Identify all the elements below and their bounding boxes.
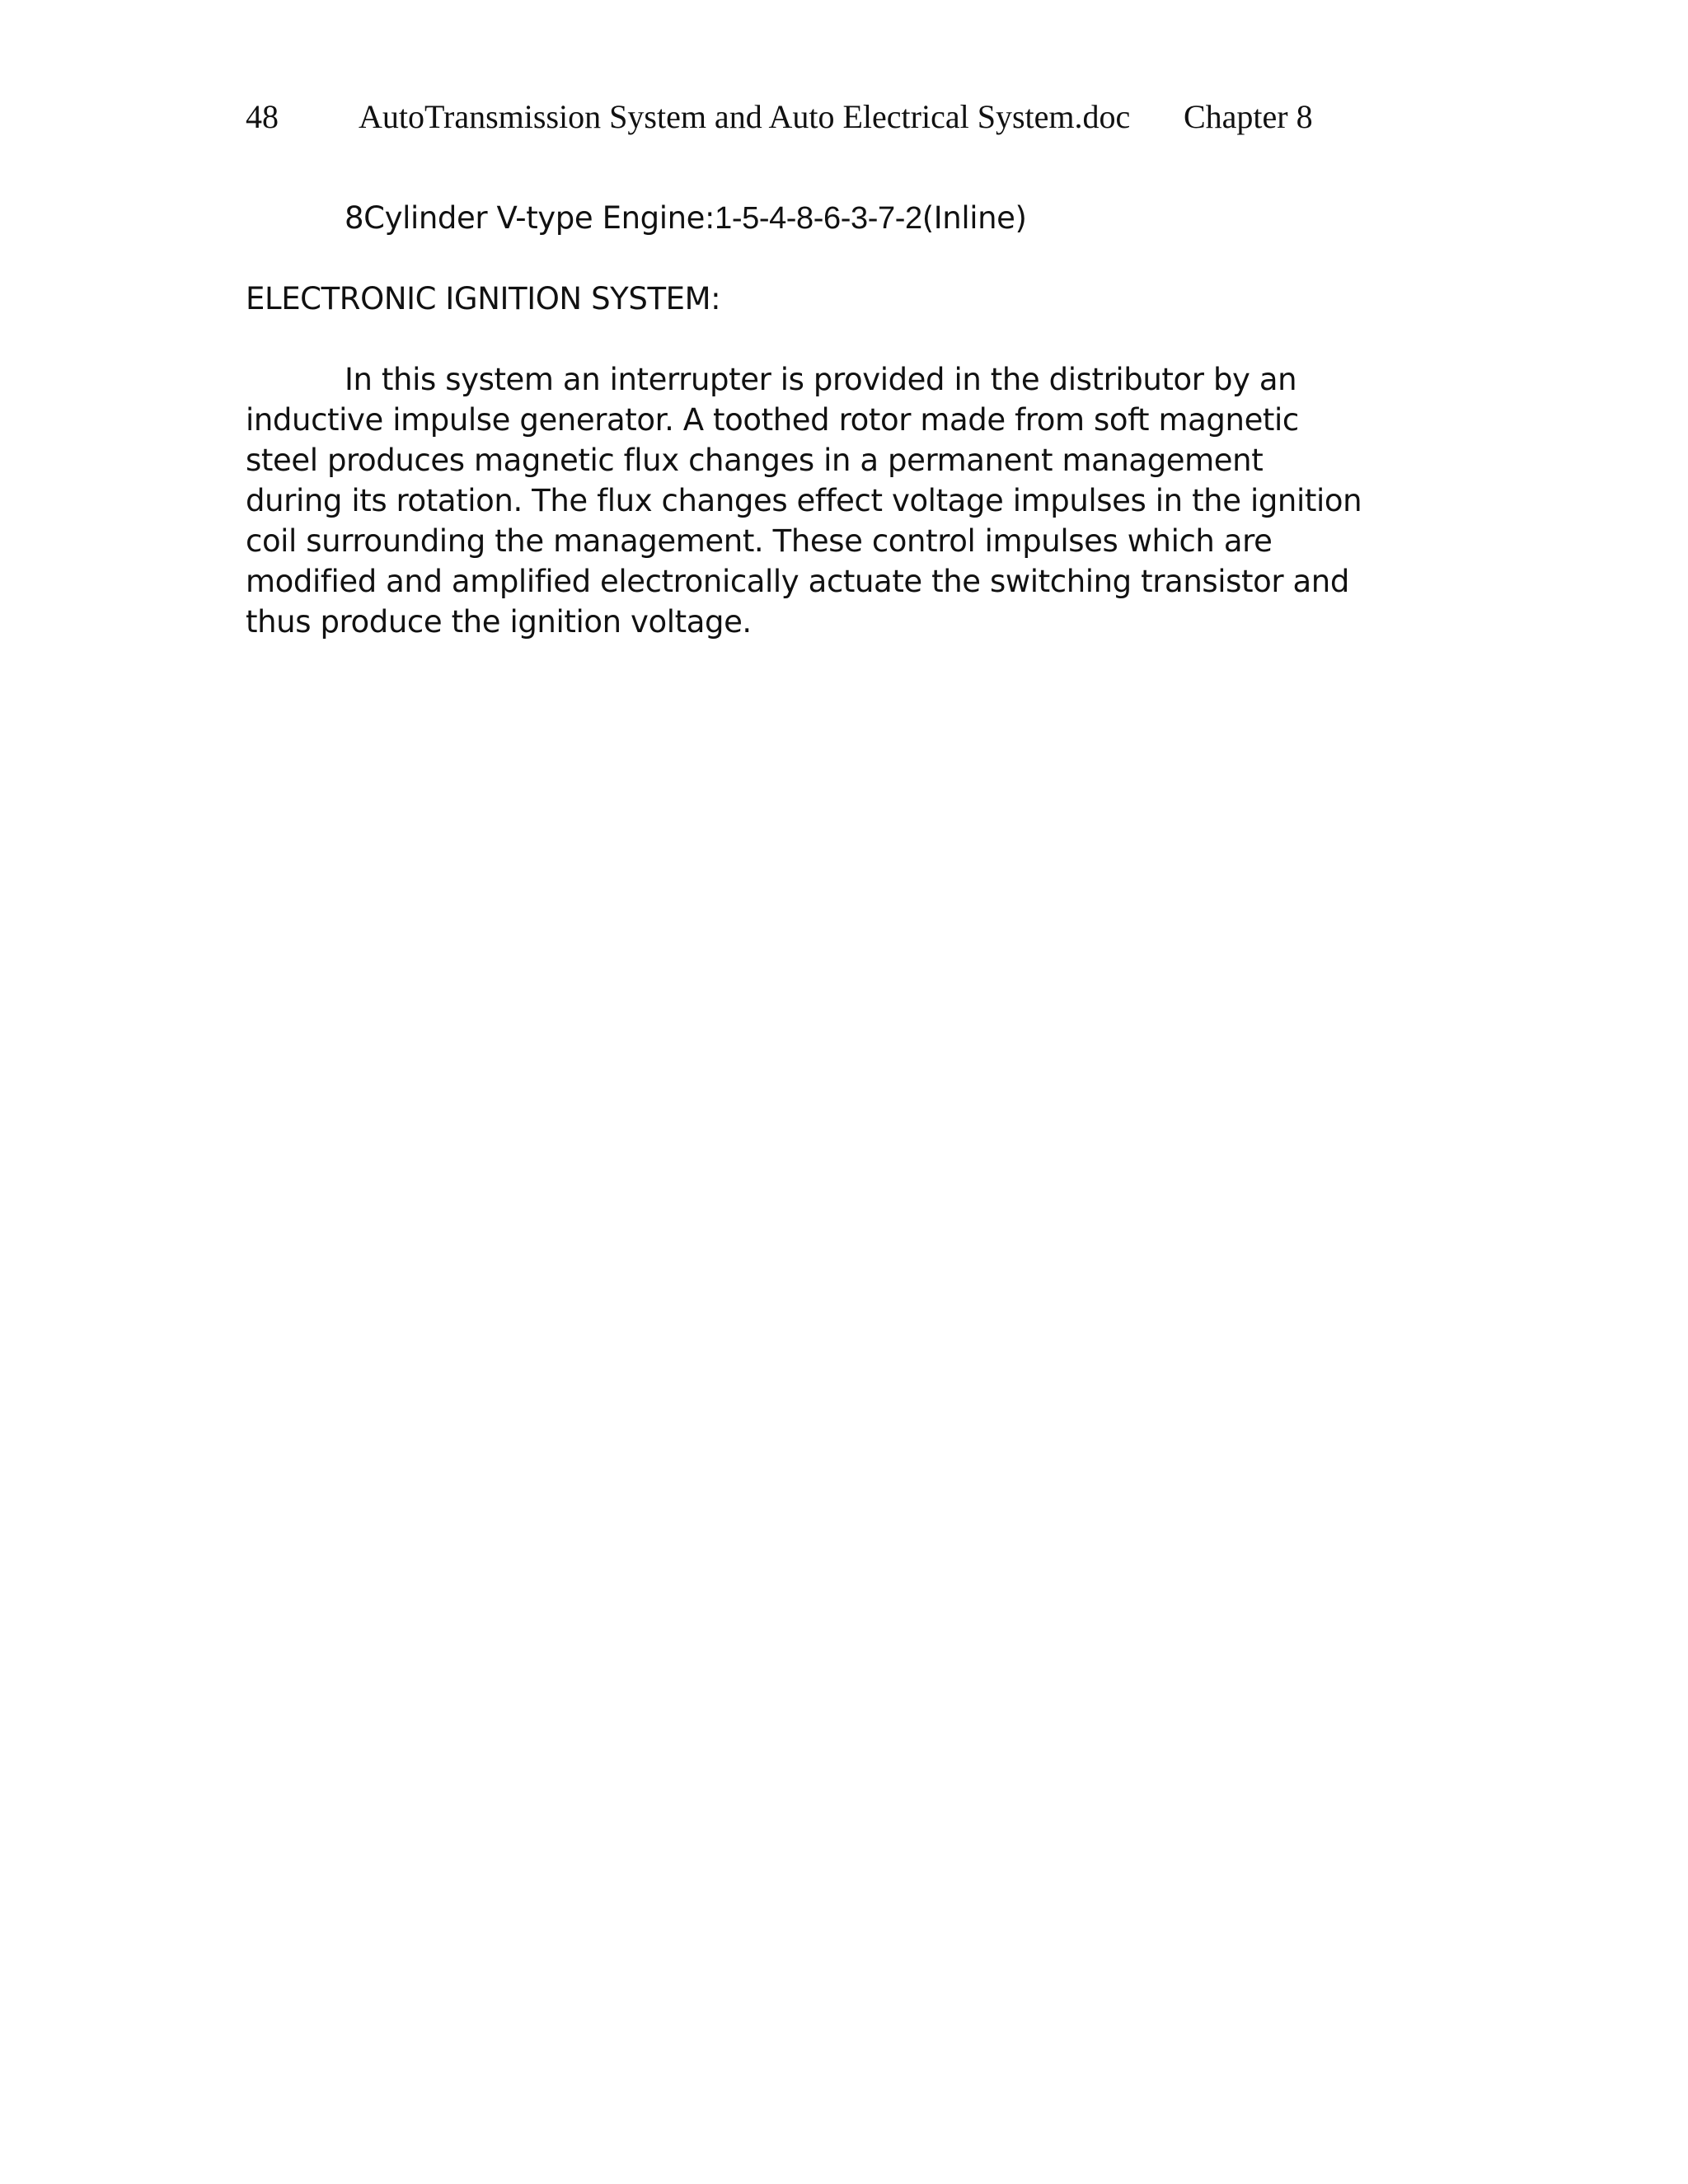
- section-heading: ELECTRONIC IGNITION SYSTEM:: [246, 281, 721, 316]
- document-title: AutoTransmission System and Auto Electrical System.doc: [359, 98, 1131, 135]
- paragraph-line: In this system an interrupter is provided in the distributor by an: [345, 362, 1297, 397]
- paragraph-line: coil surrounding the management. These control impulses which are: [246, 523, 1273, 559]
- chapter-label: Chapter 8: [1184, 98, 1313, 135]
- firing-order-value: 1-5-4-8-6-3-7-2: [715, 201, 922, 236]
- paragraph-line: thus produce the ignition voltage.: [246, 604, 752, 640]
- firing-order-label: 8Cylinder V-type Engine:: [345, 200, 715, 236]
- paragraph-line: inductive impulse generator. A toothed rotor made from soft magnetic: [246, 402, 1299, 438]
- paragraph-line: during its rotation. The flux changes effect voltage impulses in the ignition: [246, 483, 1362, 518]
- firing-order-suffix: (Inline): [921, 200, 1027, 236]
- paragraph-line: steel produces magnetic flux changes in a permanent management: [246, 443, 1264, 478]
- body-paragraph: [246, 359, 1441, 642]
- firing-order-line: [345, 198, 1027, 239]
- page-number: 48: [246, 98, 279, 135]
- paragraph-line: modified and amplified electronically actuate the switching transistor and: [246, 564, 1349, 599]
